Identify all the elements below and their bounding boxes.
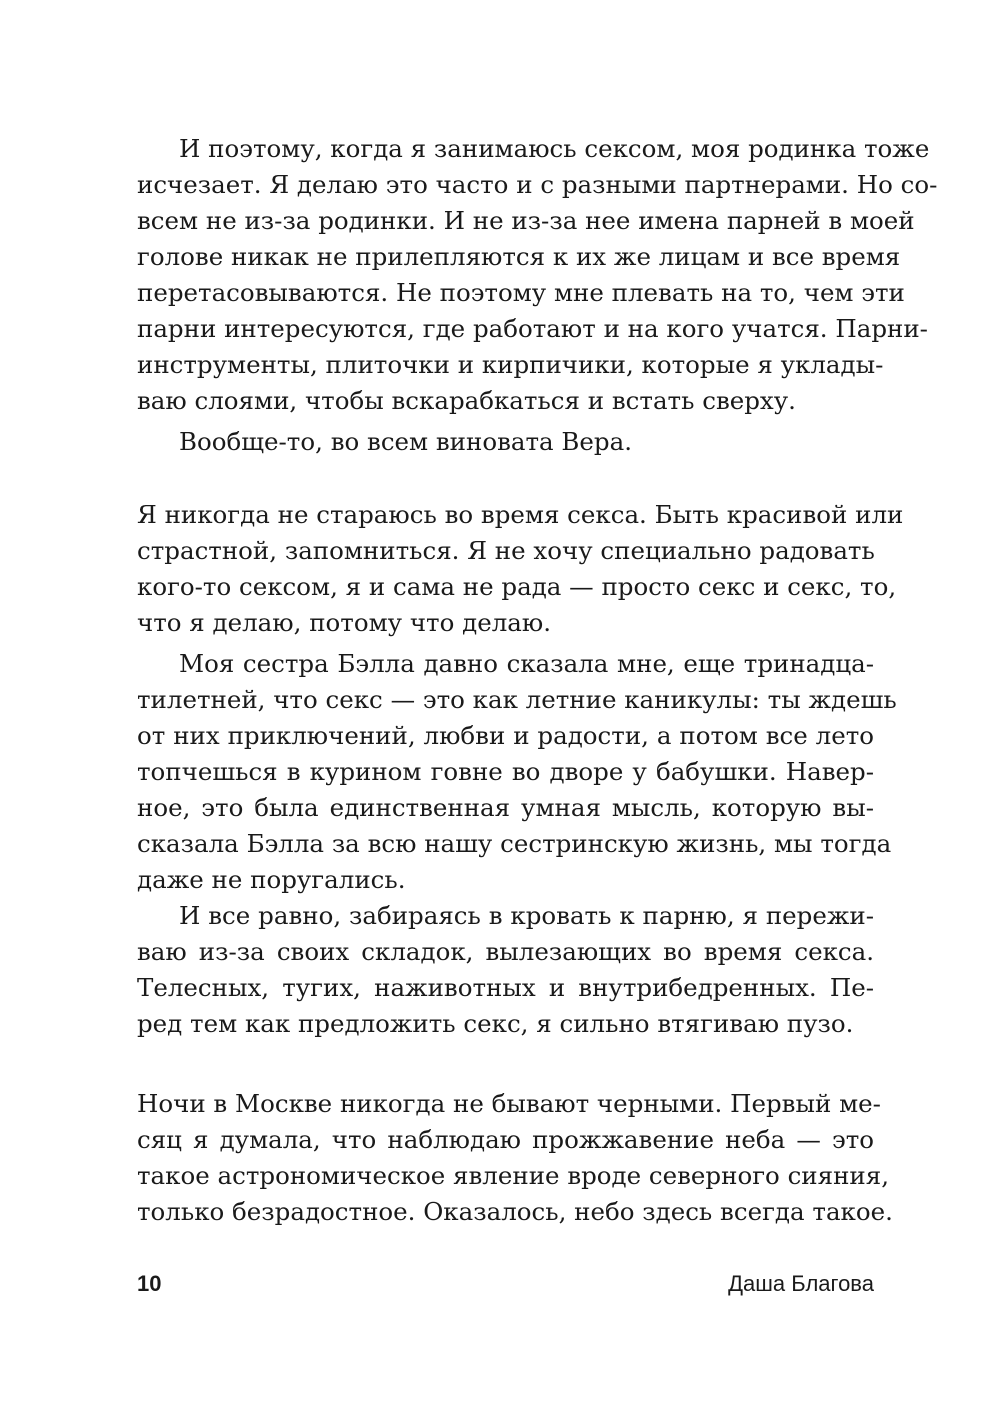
- text-line: страстной, запомниться. Я не хочу специально радовать: [137, 536, 875, 565]
- text-line: даже не поругались.: [137, 865, 406, 894]
- text-line: что я делаю, потому что делаю.: [137, 608, 551, 637]
- text-line: исчезает. Я делаю это часто и с разными партнерами. Но со-: [137, 170, 938, 199]
- text-line: от них приключений, любви и радости, а потом все лето: [137, 721, 874, 750]
- text-line: Телесных, тугих, наживотных и внутрибедренных. Пе-: [137, 973, 874, 1002]
- text-line: парни интересуются, где работают и на кого учатся. Парни-: [137, 314, 928, 343]
- text-line: перетасовываются. Не поэтому мне плевать на то, чем эти: [137, 278, 905, 307]
- text-line: сказала Бэлла за всю нашу сестринскую жизнь, мы тогда: [137, 829, 892, 858]
- text-line: тилетней, что секс — это как летние каникулы: ты ждешь: [137, 685, 897, 714]
- text-line: Ночи в Москве никогда не бывают черными. Первый ме-: [137, 1089, 881, 1118]
- text-line: ред тем как предложить секс, я сильно втягиваю пузо.: [137, 1009, 854, 1038]
- text-line: ваю из-за своих складок, вылезающих во время секса.: [137, 937, 874, 966]
- text-line: Я никогда не стараюсь во время секса. Быть красивой или: [137, 500, 904, 529]
- text-line: сяц я думала, что наблюдаю прожжавение неба — это: [137, 1125, 874, 1154]
- text-line: И поэтому, когда я занимаюсь сексом, моя родинка тоже: [179, 134, 930, 163]
- running-footer-author: Даша Благова: [728, 1271, 874, 1296]
- text-line: топчешься в курином говне во дворе у бабушки. Навер-: [137, 757, 874, 786]
- text-line: только безрадостное. Оказалось, небо здесь всегда такое.: [137, 1197, 893, 1226]
- text-line: такое астрономическое явление вроде северного сияния,: [137, 1161, 889, 1190]
- text-line: ное, это была единственная умная мысль, которую вы-: [137, 793, 874, 822]
- text-line: Вообще-то, во всем виновата Вера.: [179, 427, 633, 456]
- page-number: 10: [137, 1271, 162, 1296]
- text-line: всем не из-за родинки. И не из-за нее имена парней в моей: [137, 206, 915, 235]
- text-line: И все равно, забираясь в кровать к парню, я пережи-: [179, 901, 874, 930]
- text-line: инструменты, плиточки и кирпичики, которые я уклады-: [137, 350, 884, 379]
- text-line: Моя сестра Бэлла давно сказала мне, еще тринадца-: [179, 649, 874, 678]
- text-line: кого-то сексом, я и сама не рада — просто секс и секс, то,: [137, 572, 897, 601]
- text-line: ваю слоями, чтобы вскарабкаться и встать сверху.: [137, 386, 796, 415]
- text-line: голове никак не прилепляются к их же лицам и все время: [137, 242, 901, 271]
